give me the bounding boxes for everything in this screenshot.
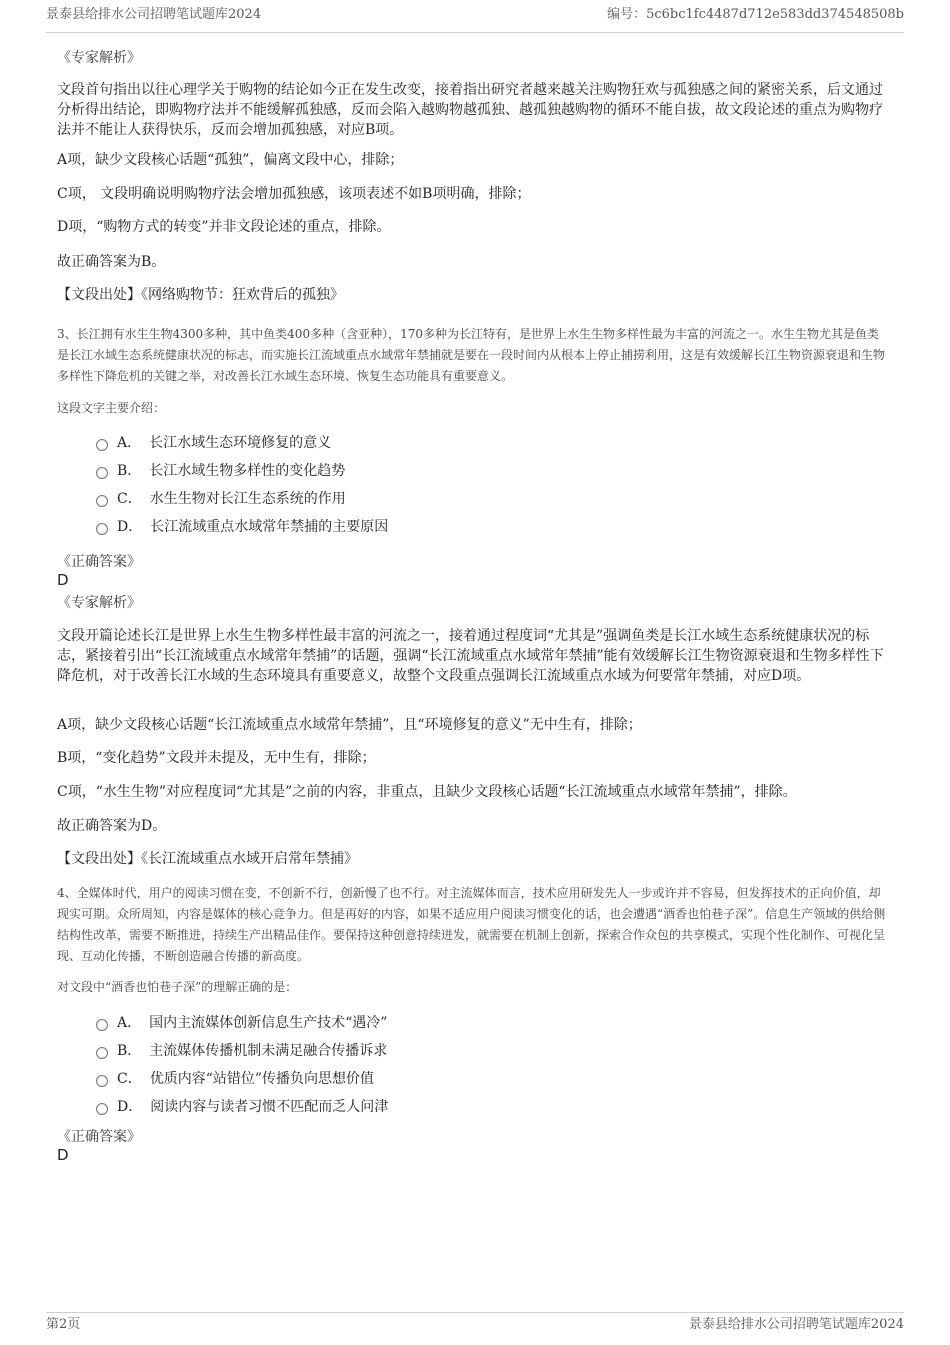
radio-button-icon[interactable] bbox=[96, 1075, 108, 1087]
passage-source: 【文段出处】《网络购物节：狂欢背后的孤独》 bbox=[57, 287, 344, 303]
question-3-prompt: 这段文字主要介绍： bbox=[57, 401, 166, 415]
radio-button-icon[interactable] bbox=[96, 1103, 108, 1115]
expert-analysis-label: 《专家解析》 bbox=[57, 50, 141, 66]
analysis-option-d: D项，“购物方式的转变”并非文段论述的重点，排除。 bbox=[57, 219, 391, 235]
passage-source: 【文段出处】《长江流域重点水域开启常年禁捕》 bbox=[57, 851, 358, 867]
question-3-option-d[interactable]: D． 长江流域重点水域常年禁捕的主要原因 bbox=[96, 517, 388, 537]
radio-button-icon[interactable] bbox=[96, 467, 108, 479]
page-number: 第2页 bbox=[46, 1317, 81, 1332]
question-3-option-b[interactable]: B． 长江水域生物多样性的变化趋势 bbox=[96, 461, 345, 481]
question-4-option-c[interactable]: C． 优质内容“站错位”传播负向思想价值 bbox=[96, 1069, 374, 1089]
correct-answer-label: 《正确答案》 bbox=[57, 554, 141, 570]
analysis-option-c: C项，“水生生物”对应程度词“尤其是”之前的内容，非重点，且缺少文段核心话题“长江流域重点水域常年禁捕”，排除。 bbox=[57, 784, 797, 800]
header-title: 景泰县给排水公司招聘笔试题库2024 bbox=[46, 7, 262, 22]
question-4-option-d[interactable]: D． 阅读内容与读者习惯不匹配而乏人问津 bbox=[96, 1097, 388, 1117]
expert-analysis-text: 文段开篇论述长江是世界上水生生物多样性最丰富的河流之一，接着通过程度词“尤其是”强调鱼类是长江水域生态系统健康状况的标志，紧接着引出“长江流域重点水域常年禁捕”的话题，强调“长江流域重点水域常年禁捕”能有效缓解长江生物资源衰退和生物多样性下降危机，对于改善长江水域的生态环境具有重要意义，故整个文段重点强调长江流域重点水域为何要常年禁捕，对应D项。 bbox=[57, 628, 884, 684]
page-header bbox=[46, 0, 904, 33]
analysis-conclusion: 故正确答案为B。 bbox=[57, 254, 166, 270]
analysis-option-b: B项，“变化趋势”文段并未提及，无中生有，排除； bbox=[57, 750, 376, 766]
question-3-passage: 3、长江拥有水生生物4300多种，其中鱼类400多种（含亚种），170多种为长江特有，是世界上水生生物多样性最为丰富的河流之一。水生生物尤其是鱼类是长江水域生态系统健康状况的标志，而实施长江流域重点水域常年禁捕就是要在一段时间内从根本上停止捕捞利用，这是有效缓解长江生物资源衰退和生物多样性下降危机的关键之举，对改善长江水域生态环境、恢复生态功能具有重要意义。 bbox=[57, 327, 886, 383]
analysis-option-a: A项，缺少文段核心话题“孤独”，偏离文段中心，排除； bbox=[57, 152, 404, 168]
footer-title: 景泰县给排水公司招聘笔试题库2024 bbox=[688, 1317, 904, 1332]
header-doc-id: 编号：5c6bc1fc4487d712e583dd374548508b bbox=[607, 7, 904, 22]
radio-button-icon[interactable] bbox=[96, 1019, 108, 1031]
expert-analysis-text: 文段首句指出以往心理学关于购物的结论如今正在发生改变，接着指出研究者越来越关注购物狂欢与孤独感之间的紧密关系，后文通过分析得出结论，即购物疗法并不能缓解孤独感，反而会陷入越购物越孤独、越孤独越购物的循环不能自拔，故文段论述的重点为购物疗法并不能让人获得快乐，反而会增加孤独感，对应B项。 bbox=[57, 82, 883, 138]
page-footer bbox=[46, 1312, 904, 1335]
question-4-option-b[interactable]: B． 主流媒体传播机制未满足融合传播诉求 bbox=[96, 1041, 387, 1061]
question-4-passage: 4、全媒体时代，用户的阅读习惯在变，不创新不行，创新慢了也不行。对主流媒体而言，技术应用研发先人一步或许并不容易，但发挥技术的正向价值，却现实可期。众所周知，内容是媒体的核心竞争力。但是再好的内容，如果不适应用户阅读习惯变化的话，也会遭遇“酒香也怕巷子深”。信息生产领域的供给侧结构性改革，需要不断推进，持续生产出精品佳作。要保持这种创意持续迸发，就需要在机制上创新，探索合作众包的共享模式，实现个性化制作、可视化呈现、互动化传播，不断创造融合传播的新高度。 bbox=[57, 886, 886, 963]
expert-analysis-label: 《专家解析》 bbox=[57, 595, 141, 611]
radio-button-icon[interactable] bbox=[96, 523, 108, 535]
radio-button-icon[interactable] bbox=[96, 439, 108, 451]
analysis-option-a: A项，缺少文段核心话题“长江流域重点水域常年禁捕”，且“环境修复的意义”无中生有，排除； bbox=[57, 717, 642, 733]
correct-answer-value: D bbox=[57, 1146, 69, 1164]
correct-answer-value: D bbox=[57, 571, 69, 589]
analysis-option-c: C项， 文段明确说明购物疗法会增加孤独感，该项表述不如B项明确，排除； bbox=[57, 186, 531, 202]
question-4-prompt: 对文段中“酒香也怕巷子深”的理解正确的是： bbox=[57, 980, 298, 994]
question-3-option-c[interactable]: C． 水生生物对长江生态系统的作用 bbox=[96, 489, 346, 509]
question-4-option-a[interactable]: A． 国内主流媒体创新信息生产技术“遇冷” bbox=[96, 1013, 387, 1033]
radio-button-icon[interactable] bbox=[96, 1047, 108, 1059]
question-3-option-a[interactable]: A． 长江水域生态环境修复的意义 bbox=[96, 433, 331, 453]
correct-answer-label: 《正确答案》 bbox=[57, 1129, 141, 1145]
radio-button-icon[interactable] bbox=[96, 495, 108, 507]
analysis-conclusion: 故正确答案为D。 bbox=[57, 818, 167, 834]
